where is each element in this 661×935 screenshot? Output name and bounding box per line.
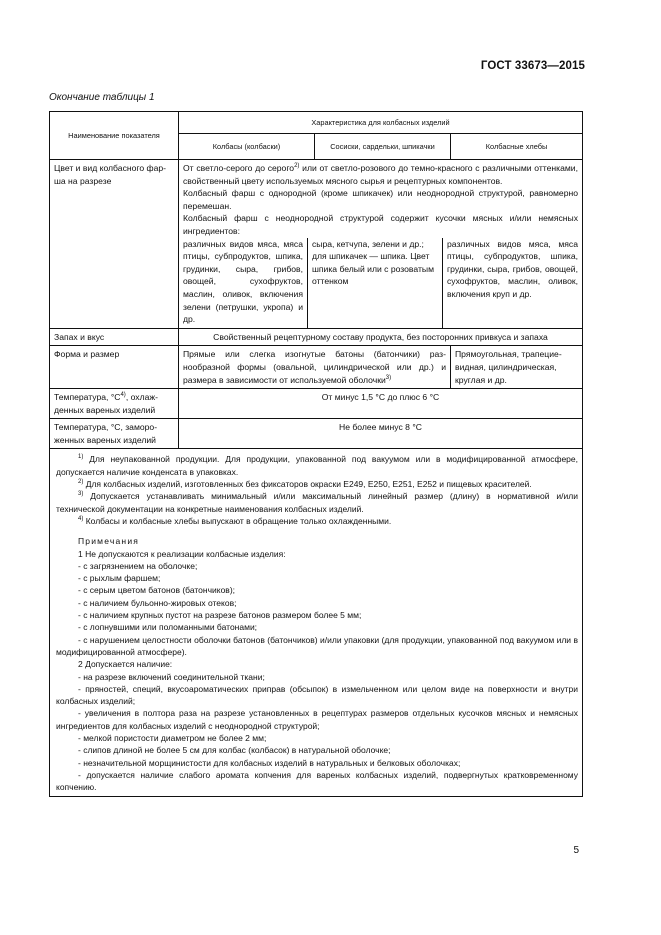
- footnote-mark: 4): [78, 516, 84, 523]
- list-item: - с рыхлым фаршем;: [78, 573, 161, 584]
- notes-cell: [50, 449, 583, 797]
- table-row: [50, 346, 583, 389]
- list-item: - с наличием крупных пустот на разрезе батонов размером более 5 мм;: [78, 610, 362, 621]
- row-name-color: Цвет и вид колбасного фарша на разрезе: [50, 160, 179, 329]
- footnote-mark: 3): [78, 491, 84, 498]
- footnote-mark: 2): [78, 479, 84, 486]
- note-1-list: [56, 560, 578, 658]
- footnote-text: Для колбасных изделий, изготовленных без фиксаторов окраски Е249, Е250, Е251, Е252 и пищевых красителей.: [83, 479, 532, 490]
- inclusions-frankfurters: сыра, кетчупа, зелени и др.; для шпикачек — шпика. Цвет шпика белый или с розоватым оттенком: [307, 238, 442, 328]
- header-characteristic: Характеристика для колбасных изделий: [179, 112, 583, 134]
- list-item: - незначительной морщинистости для колбасных изделий в натуральных и белковых оболочках;: [78, 757, 461, 768]
- header-sausages: Колбасы (колбаски): [179, 134, 315, 160]
- notes-title: Примечания: [78, 536, 140, 547]
- table-caption: Окончание таблицы 1: [49, 92, 155, 103]
- row-name-temp-frozen: Температура, °С, замороженных вареных изделий: [50, 419, 179, 449]
- table-row: [50, 389, 583, 419]
- row-name-smell: Запах и вкус: [50, 328, 179, 346]
- table-row: [50, 328, 583, 346]
- list-item: - с лопнувшими или поломанными батонами;: [78, 622, 258, 633]
- list-item: - с наличием бульонно-жировых отеков;: [78, 597, 237, 608]
- footnote-ref-2: 2): [294, 163, 300, 170]
- row-value-temp-chilled: От минус 1,5 °С до плюс 6 °С: [179, 389, 583, 419]
- note-2: 2 Допускается наличие:: [78, 659, 173, 670]
- row-name-temp-chilled: [50, 389, 179, 419]
- table-row: [50, 419, 583, 449]
- header-loaves: Колбасные хлебы: [451, 134, 583, 160]
- list-item: - слипов длиной не более 5 см для колбас (колбасок) в натуральной оболочке;: [78, 745, 391, 756]
- footnote-text: Для неупакованной продукции. Для продукции, упакованной под вакуумом или в модифицированной атмосфере, допускается наличие конденсата в упаковках.: [56, 454, 578, 477]
- color-paragraph-1: [183, 162, 578, 187]
- footnote-2: [56, 478, 578, 490]
- standard-header: ГОСТ 33673—2015: [480, 60, 585, 72]
- footnote-3: [56, 490, 578, 515]
- list-item: - с загрязнением на оболочке;: [78, 560, 198, 571]
- header-indicator: Наименование показателя: [50, 112, 179, 160]
- list-item: - допускается наличие слабого аромата копчения для вареных колбасных изделий, подвергнутых кратковременному копчению.: [56, 769, 578, 793]
- temp-chilled-text-b: , охлажденных вареных изделий: [54, 392, 158, 415]
- note-2-list: [56, 671, 578, 794]
- footnote-text: Допускается устанавливать минимальный и/или максимальный линейный размер (длину) в нормативной и/или технической документации на конкретные наименования колбасных изделий.: [56, 491, 578, 514]
- characteristics-table: [49, 111, 583, 797]
- footnote-text: Колбасы и колбасные хлебы выпускают в обращение только охлажденными.: [83, 515, 392, 526]
- footnote-4: [56, 515, 578, 527]
- list-item: - с нарушением целостности оболочки батонов (батончиков) и/или упаковки (для продукции, упакованной под вакуумом или в модифицированной атмосфере).: [56, 634, 578, 657]
- inclusions-sausages: различных видов мяса, мяса птицы, субпродуктов, шпика, грудинки, сыра, грибов, овощей, сухофруктов, маслин, оливок, включения зелени (петрушки, укропа) и др.: [183, 238, 303, 325]
- list-item: - с серым цветом батонов (батончиков);: [78, 585, 236, 596]
- row-value-temp-frozen: Не более минус 8 °С: [179, 419, 583, 449]
- footnote-ref-3: 3): [385, 374, 392, 381]
- list-item: - увеличения в полтора раза на разрезе установленных в рецептурах размеров отдельных кусочков мясных и немясных ингредиентов для колбасных изделий с неоднородной структурой;: [56, 708, 578, 731]
- footnote-ref-4: 4): [120, 392, 126, 399]
- row-value-shape-loaves: Прямоугольная, трапециевидная, цилиндрическая, круглая и др.: [451, 346, 583, 389]
- notes-row: [50, 449, 583, 797]
- color-paragraph-3: Колбасный фарш с неоднородной структурой содержит кусочки мясных и/или немясных ингредиентов:: [183, 213, 578, 236]
- color-text-b: или от светло-розового до темно-красного с различными оттенками, свойственный цвету используемых мясного сырья и рецептурных компонентов.: [183, 163, 578, 186]
- row-value-smell: Свойственный рецептурному составу продукта, без посторонних привкуса и запаха: [179, 328, 583, 346]
- row-name-shape: Форма и размер: [50, 346, 179, 389]
- page-number: 5: [573, 845, 579, 856]
- table-row: [50, 160, 583, 329]
- list-item: - пряностей, специй, вкусоароматических приправ (обсыпок) в измельченном или целом виде на поверхности и внутри колбасных изделий;: [56, 683, 578, 707]
- note-1: 1 Не допускаются к реализации колбасные изделия:: [78, 548, 286, 559]
- inclusions-subcolumns: [179, 238, 582, 328]
- temp-chilled-text-a: Температура, °С: [54, 392, 121, 403]
- list-item: - на разрезе включений соединительной ткани;: [78, 671, 265, 682]
- list-item: - мелкой пористости диаметром не более 2 мм;: [78, 733, 267, 743]
- inclusions-loaves: различных видов мяса, мяса птицы, субпродуктов, шпика, грудинки, сыра, грибов, овощей, сухофруктов, маслин, оливок, включения круп и др.: [442, 238, 582, 328]
- footnote-1: [56, 453, 578, 478]
- shape-text: Прямые или слегка изогнутые батоны (батончики) разнообразной формы (овальной, цилиндрической или др.) и размера в зависимости от используемой оболочки: [183, 349, 446, 385]
- color-paragraph-2: Колбасный фарш с однородной (кроме шпикачек) или неоднородной структурой, равномерно перемешан.: [183, 188, 578, 211]
- row-value-shape: [179, 346, 451, 389]
- footnote-mark: 1): [78, 454, 84, 461]
- row-value-color: [179, 160, 583, 329]
- color-text-a: От светло-серого до серого: [183, 163, 295, 173]
- header-frankfurters: Сосиски, сардельки, шпикачки: [315, 134, 451, 160]
